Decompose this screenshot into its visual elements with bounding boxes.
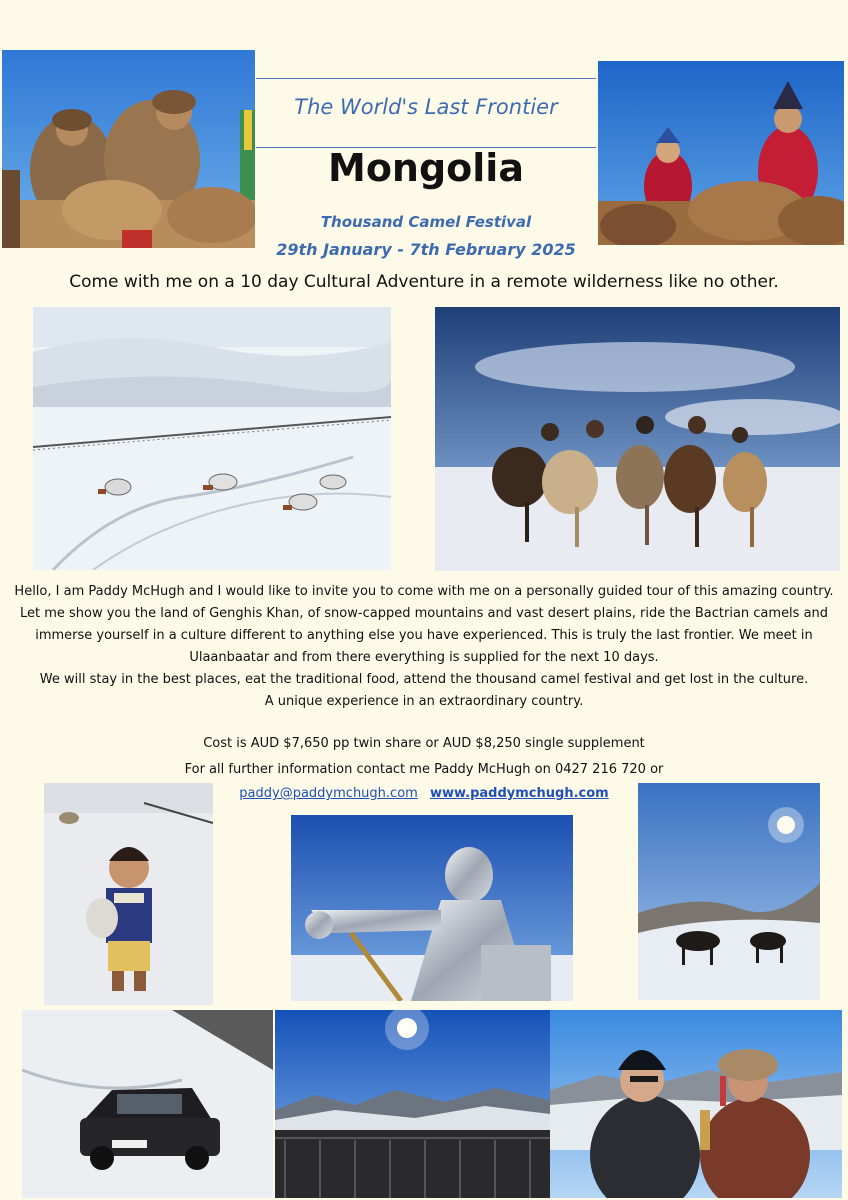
email-link[interactable]: paddy@paddymchugh.com [239, 786, 418, 801]
website-link[interactable]: www.paddymchugh.com [429, 786, 609, 801]
photo-snowy-ger-camp [33, 307, 391, 570]
event-name: Thousand Camel Festival [320, 213, 532, 231]
cost-line: Cost is AUD $7,650 pp twin share or AUD $8,250 single supplement [203, 736, 645, 751]
photo-camel-caravan-winter [435, 307, 840, 571]
event-dates: 29th January - 7th February 2025 [276, 240, 576, 259]
photo-genghis-khan-statue [291, 815, 573, 1001]
contact-line: For all further information contact me Paddy McHugh on 0427 216 720 or [184, 762, 664, 777]
photo-children-on-camels [598, 61, 844, 245]
photo-balcony-mountain-view [275, 1010, 550, 1198]
intro-paragraph: Hello, I am Paddy McHugh and I would like to invite you to come with me on a personally guided tour of this amazing country. Let me show you the land of Genghis Khan, of snow-capped mountains and vast desert plains, ride the Bactrian camels and immerse yourself in a culture different to anything else you have experienced. This is truly the last frontier. We meet in Ulaanbaatar and from there everything is supplied for the next 10 days. [14, 584, 834, 665]
country-title: Mongolia [328, 146, 524, 190]
closing-paragraph: A unique experience in an extraordinary country. [264, 694, 584, 709]
photo-suv-in-snow [22, 1010, 273, 1198]
photo-camel-riders-furs [2, 50, 255, 248]
headline: Come with me on a 10 day Cultural Adventure in a remote wilderness like no other. [69, 272, 779, 292]
photo-travellers-portrait [550, 1010, 842, 1198]
photo-child-in-snow [44, 783, 213, 1005]
tagline: The World's Last Frontier [294, 95, 558, 119]
intro-body [14, 581, 834, 713]
photo-camels-desert-sun [638, 783, 820, 1000]
itinerary-paragraph: We will stay in the best places, eat the traditional food, attend the thousand camel festival and get lost in the culture. [39, 672, 809, 687]
